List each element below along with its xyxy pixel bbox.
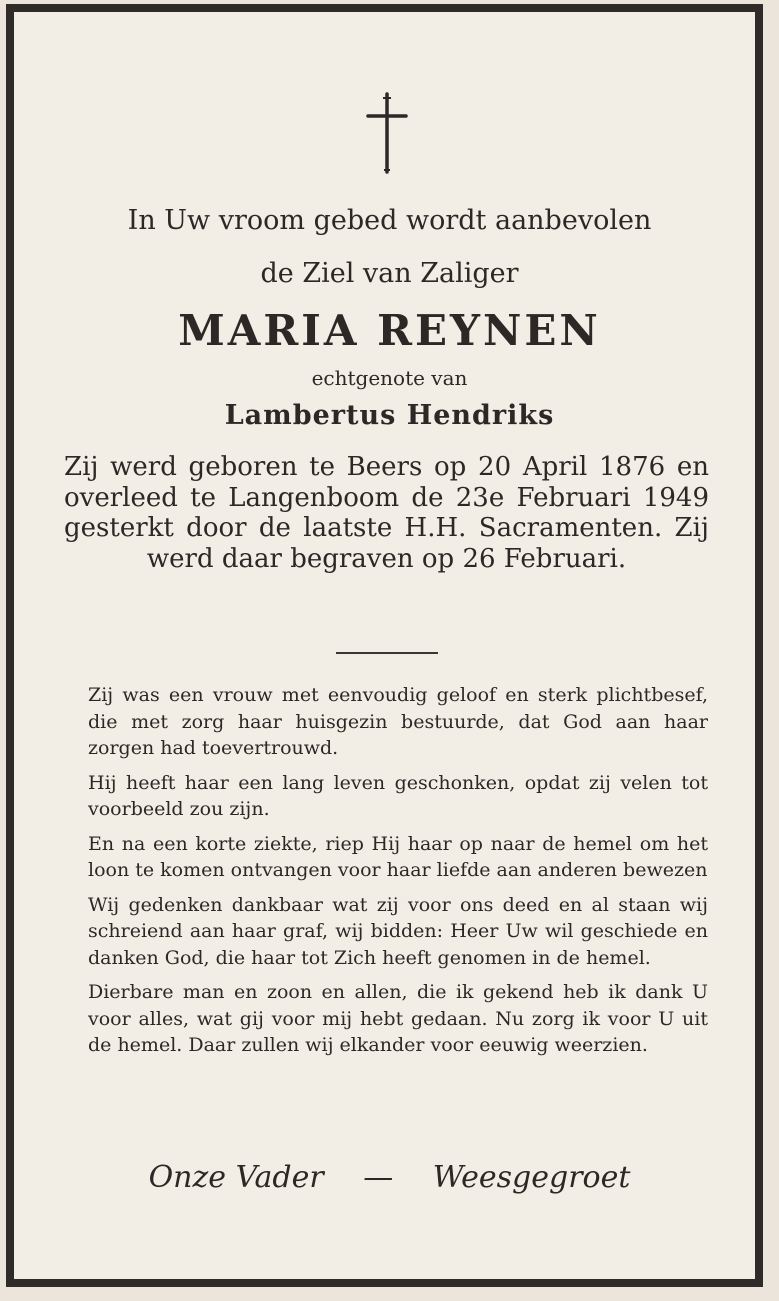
biography: Zij werd geboren te Beers op 20 April 1876 en overleed te Langenboom de 23e Februari 1949 gesterkt door de laatste H.H. Sacramenten. Zij werd daar begraven op 26 Februari. [64, 452, 709, 574]
memorial-paragraph: En na een korte ziekte, riep Hij haar op naar de hemel om het loon te komen ontvangen voor haar liefde aan anderen bewezen [88, 832, 708, 881]
cross-icon [364, 92, 410, 174]
closing-prayers [0, 1160, 779, 1195]
memorial-paragraph: Dierbare man en zoon en allen, die ik gekend heb ik dank U voor alles, wat gij voor mij hebt gedaan. Nu zorg ik voor U uit de hemel. Daar zullen wij elkander voor eeuwig weerzien. [88, 981, 708, 1056]
intro-line-1: In Uw vroom gebed wordt aanbevolen [127, 205, 652, 236]
prayer-onze-vader: Onze Vader [148, 1160, 324, 1195]
spouse-label: echtgenote van [311, 366, 468, 390]
memorial-paragraph: Zij was een vrouw met eenvoudig geloof en sterk plichtbesef, die met zorg haar huisgezin bestuurde, dat God aan haar zorgen had toevertrouwd. [88, 684, 708, 759]
memorial-card [6, 4, 763, 1287]
prayer-separator: — [363, 1160, 394, 1195]
prayer-weesgegroet: Weesgegroet [432, 1160, 631, 1195]
deceased-name: MARIA REYNEN [178, 306, 601, 355]
intro-line-2: de Ziel van Zaliger [260, 258, 519, 289]
divider [336, 652, 438, 654]
memorial-paragraph: Wij gedenken dankbaar wat zij voor ons deed en al staan wij schreiend aan haar graf, wij bidden: Heer Uw wil geschiede en danken God, die haar tot Zich heeft genomen in de hemel. [88, 893, 708, 969]
memorial-text [88, 682, 708, 1067]
spouse-name: Lambertus Hendriks [224, 400, 555, 431]
memorial-paragraph: Hij heeft haar een lang leven geschonken, opdat zij velen tot voorbeeld zou zijn. [88, 771, 708, 820]
